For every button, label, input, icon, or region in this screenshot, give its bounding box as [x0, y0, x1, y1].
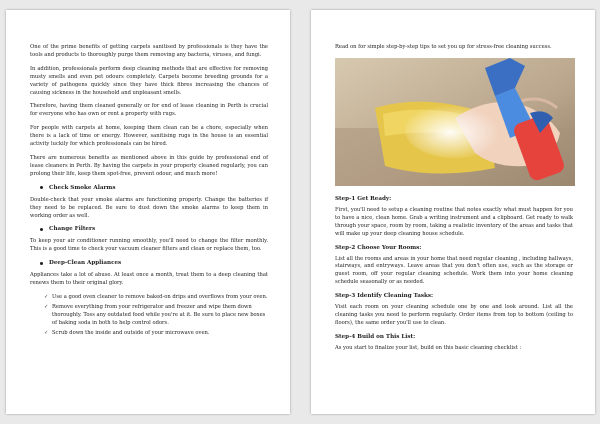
left-page — [6, 10, 290, 414]
checklist — [44, 294, 268, 338]
checklist-item: ✓ Remove everything from your refrigerator and freezer and wipe them down thoroughly. Toss any outdated food while you're at it. Be sure to place new boxes of baking soda in both to help control odors. — [44, 303, 266, 326]
paragraph: To keep your air conditioner running smoothly, you'll need to change the filter monthly. This is a good time to check your vacuum cleaner filters and clean or replace them, too. — [30, 238, 268, 253]
step-2-heading: Step-2 Choose Your Rooms: — [335, 244, 422, 251]
cleaning-spray-photo — [335, 58, 575, 186]
paragraph: Visit each room on your cleaning schedule one by one and look around. List all the cleaning tasks you need to perform regularly. Order items from top to bottom (ceiling to floors), the same order you'll use to clean. — [335, 304, 573, 326]
intro-paragraph: Read on for simple step-by-step tips to set you up for stress-free cleaning success. — [335, 44, 552, 50]
paragraph: One of the prime benefits of getting carpets sanitised by professionals is they have the tools and products to thoroughly purge them removing any bacteria, viruses, and fungi. — [30, 44, 268, 58]
section-heading-filters — [40, 226, 268, 232]
paragraph: As you start to finalize your list, build on this basic cleaning checklist : — [335, 344, 522, 351]
step-4-heading: Step-4 Build on This List: — [335, 333, 416, 340]
paragraph: Double-check that your smoke alarms are functioning properly. Change the batteries if they need to be replaced. Be sure to dust down the smoke alarms to keep them in working order as well. — [30, 196, 268, 219]
step-3-heading: Step-3 Identify Cleaning Tasks: — [335, 293, 434, 300]
bullet-dot-icon — [40, 186, 43, 189]
heading-text: Check Smoke Alarms — [49, 184, 116, 191]
paragraph: Therefore, having them cleaned generally or for end of lease cleaning in Perth is crucial for everyone who has own or rent a property with rugs. — [30, 103, 268, 118]
step-1-heading: Step-1 Get Ready: — [335, 195, 392, 202]
check-mark-icon: ✓ — [44, 329, 49, 336]
section-heading-smoke-alarms — [40, 185, 268, 191]
paragraph: There are numerous benefits as mentioned above in this guide by professional end of lease cleaners in Perth. By having the carpets in your property cleaned regularly, you can prolong their life, keep them spot-free, prevent odour, and much more! — [30, 154, 268, 177]
section-heading-appliances — [40, 260, 268, 266]
paragraph: First, you'll need to setup a cleaning routine that notes exactly what must happen for you to have a nice, clean home. Grab a writing instrument and a clipboard. Get ready to walk through your space, room by room, taking a realistic inventory of the areas and tasks that will make up your deep cleaning house schedule. — [335, 206, 573, 237]
check-mark-icon: ✓ — [44, 303, 49, 310]
right-page — [311, 10, 595, 414]
checklist-item: ✓ Use a good oven cleaner to remove baked-on drips and overflows from your oven. — [44, 294, 268, 301]
bullet-dot-icon — [40, 228, 43, 231]
bullet-dot-icon — [40, 262, 43, 265]
check-mark-icon: ✓ — [44, 294, 49, 301]
checklist-item: ✓ Scrub down the inside and outside of your microwave oven. — [44, 329, 210, 336]
paragraph: For people with carpets at home, keeping them clean can be a chore, especially when there is a lack of time or energy. However, sanitising rugs in the house is an essential activity luckily for which professionals can be hired. — [30, 125, 268, 148]
paragraph: In addition, professionals perform deep cleaning methods that are effective for removing musty smells and even pet odours completely. Carpets become breeding grounds for a variety of pathogens quickly since they have thick fibres increasing the chances of causing sickness in the household and unpleasant smells. — [30, 65, 268, 96]
heading-text: Deep-Clean Appliances — [49, 260, 122, 267]
paragraph: List all the rooms and areas in your home that need regular cleaning , including hallways, stairways, and entryways. Leave areas that you don't often use, such as the storage or guest room, off your regular cleaning schedule. Work them into your home cleaning schedule seasonally or as needed. — [335, 255, 573, 286]
paragraph: Appliances take a lot of abuse. At least once a month, treat them to a deep cleaning that renews them to their original glory. — [30, 272, 268, 287]
heading-text: Change Filters — [49, 226, 96, 233]
